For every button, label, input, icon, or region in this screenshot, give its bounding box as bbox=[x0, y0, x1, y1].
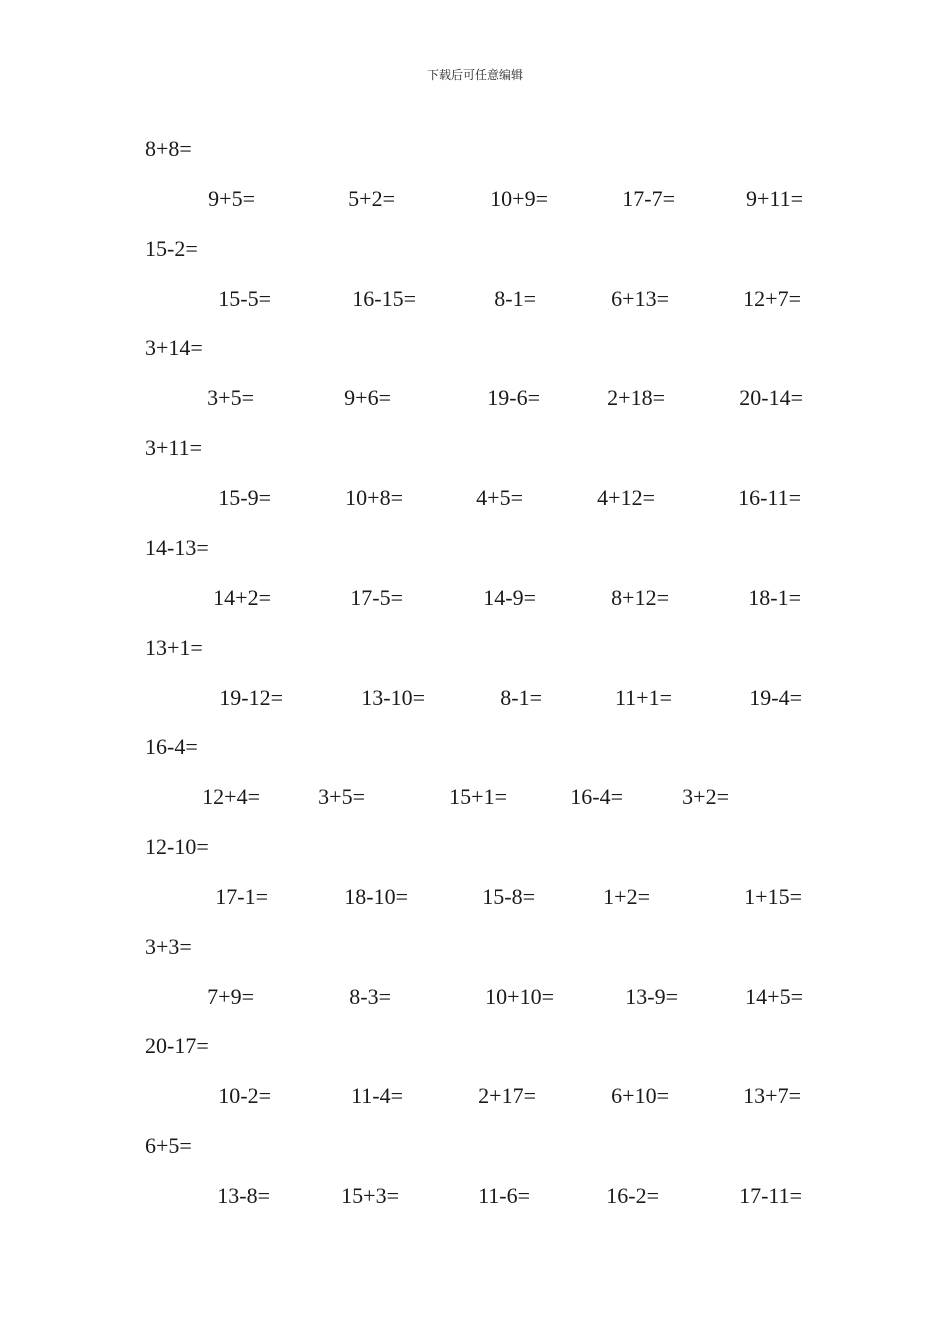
equation-item: 13-10= bbox=[361, 685, 425, 710]
equation-item: 9+5= bbox=[208, 186, 255, 211]
equation-item: 10+8= bbox=[345, 485, 403, 510]
equation-lead: 8+8= bbox=[145, 136, 192, 161]
equation-item: 10+10= bbox=[485, 984, 554, 1009]
equation-item: 13-8= bbox=[217, 1183, 270, 1208]
equation-item: 9+6= bbox=[344, 385, 391, 410]
equation-item: 11-4= bbox=[351, 1083, 403, 1108]
equation-lead: 6+5= bbox=[145, 1133, 192, 1158]
equation-item: 3+2= bbox=[682, 784, 729, 809]
equation-item: 1+2= bbox=[603, 884, 650, 909]
equation-item: 5+2= bbox=[348, 186, 395, 211]
equation-item: 8+12= bbox=[611, 585, 669, 610]
equation-item: 8-3= bbox=[349, 984, 391, 1009]
equation-item: 10+9= bbox=[490, 186, 548, 211]
equation-item: 16-11= bbox=[738, 485, 801, 510]
equation-item: 17-5= bbox=[350, 585, 403, 610]
equation-lead: 16-4= bbox=[145, 734, 198, 759]
equation-item: 11+1= bbox=[615, 685, 672, 710]
equation-item: 9+11= bbox=[746, 186, 803, 211]
equation-item: 16-2= bbox=[606, 1183, 659, 1208]
equation-item: 14+2= bbox=[213, 585, 271, 610]
equation-item: 13-9= bbox=[625, 984, 678, 1009]
equation-item: 15+3= bbox=[341, 1183, 399, 1208]
equation-lead: 3+11= bbox=[145, 435, 202, 460]
equation-lead: 3+3= bbox=[145, 934, 192, 959]
equation-item: 4+5= bbox=[476, 485, 523, 510]
equation-item: 17-11= bbox=[739, 1183, 802, 1208]
equation-item: 1+15= bbox=[744, 884, 802, 909]
equation-item: 3+5= bbox=[207, 385, 254, 410]
equation-item: 6+13= bbox=[611, 286, 669, 311]
equation-item: 19-4= bbox=[749, 685, 802, 710]
equation-item: 4+12= bbox=[597, 485, 655, 510]
equation-item: 15-5= bbox=[218, 286, 271, 311]
equation-item: 14+5= bbox=[745, 984, 803, 1009]
equation-lead: 20-17= bbox=[145, 1033, 209, 1058]
equation-item: 8-1= bbox=[500, 685, 542, 710]
equation-item: 18-1= bbox=[748, 585, 801, 610]
equation-lead: 12-10= bbox=[145, 834, 209, 859]
equation-item: 15+1= bbox=[449, 784, 507, 809]
equation-item: 12+7= bbox=[743, 286, 801, 311]
equation-item: 17-1= bbox=[215, 884, 268, 909]
equation-item: 15-9= bbox=[218, 485, 271, 510]
equation-item: 12+4= bbox=[202, 784, 260, 809]
equation-item: 19-6= bbox=[487, 385, 540, 410]
page-header: 下载后可任意编辑 bbox=[426, 68, 523, 82]
equation-item: 16-4= bbox=[570, 784, 623, 809]
equation-item: 2+17= bbox=[478, 1083, 536, 1108]
equation-item: 16-15= bbox=[352, 286, 416, 311]
equation-item: 6+10= bbox=[611, 1083, 669, 1108]
equation-lead: 14-13= bbox=[145, 535, 209, 560]
equation-item: 15-8= bbox=[482, 884, 535, 909]
equation-item: 7+9= bbox=[207, 984, 254, 1009]
equation-item: 13+7= bbox=[743, 1083, 801, 1108]
equation-lead: 15-2= bbox=[145, 236, 198, 261]
equation-item: 17-7= bbox=[622, 186, 675, 211]
equation-item: 8-1= bbox=[494, 286, 536, 311]
equation-item: 2+18= bbox=[607, 385, 665, 410]
equation-item: 3+5= bbox=[318, 784, 365, 809]
equation-item: 19-12= bbox=[219, 685, 283, 710]
equation-item: 14-9= bbox=[483, 585, 536, 610]
equation-item: 11-6= bbox=[478, 1183, 530, 1208]
equation-item: 10-2= bbox=[218, 1083, 271, 1108]
equation-lead: 3+14= bbox=[145, 335, 203, 360]
equation-item: 18-10= bbox=[344, 884, 408, 909]
equation-item: 20-14= bbox=[739, 385, 803, 410]
equation-lead: 13+1= bbox=[145, 635, 203, 660]
